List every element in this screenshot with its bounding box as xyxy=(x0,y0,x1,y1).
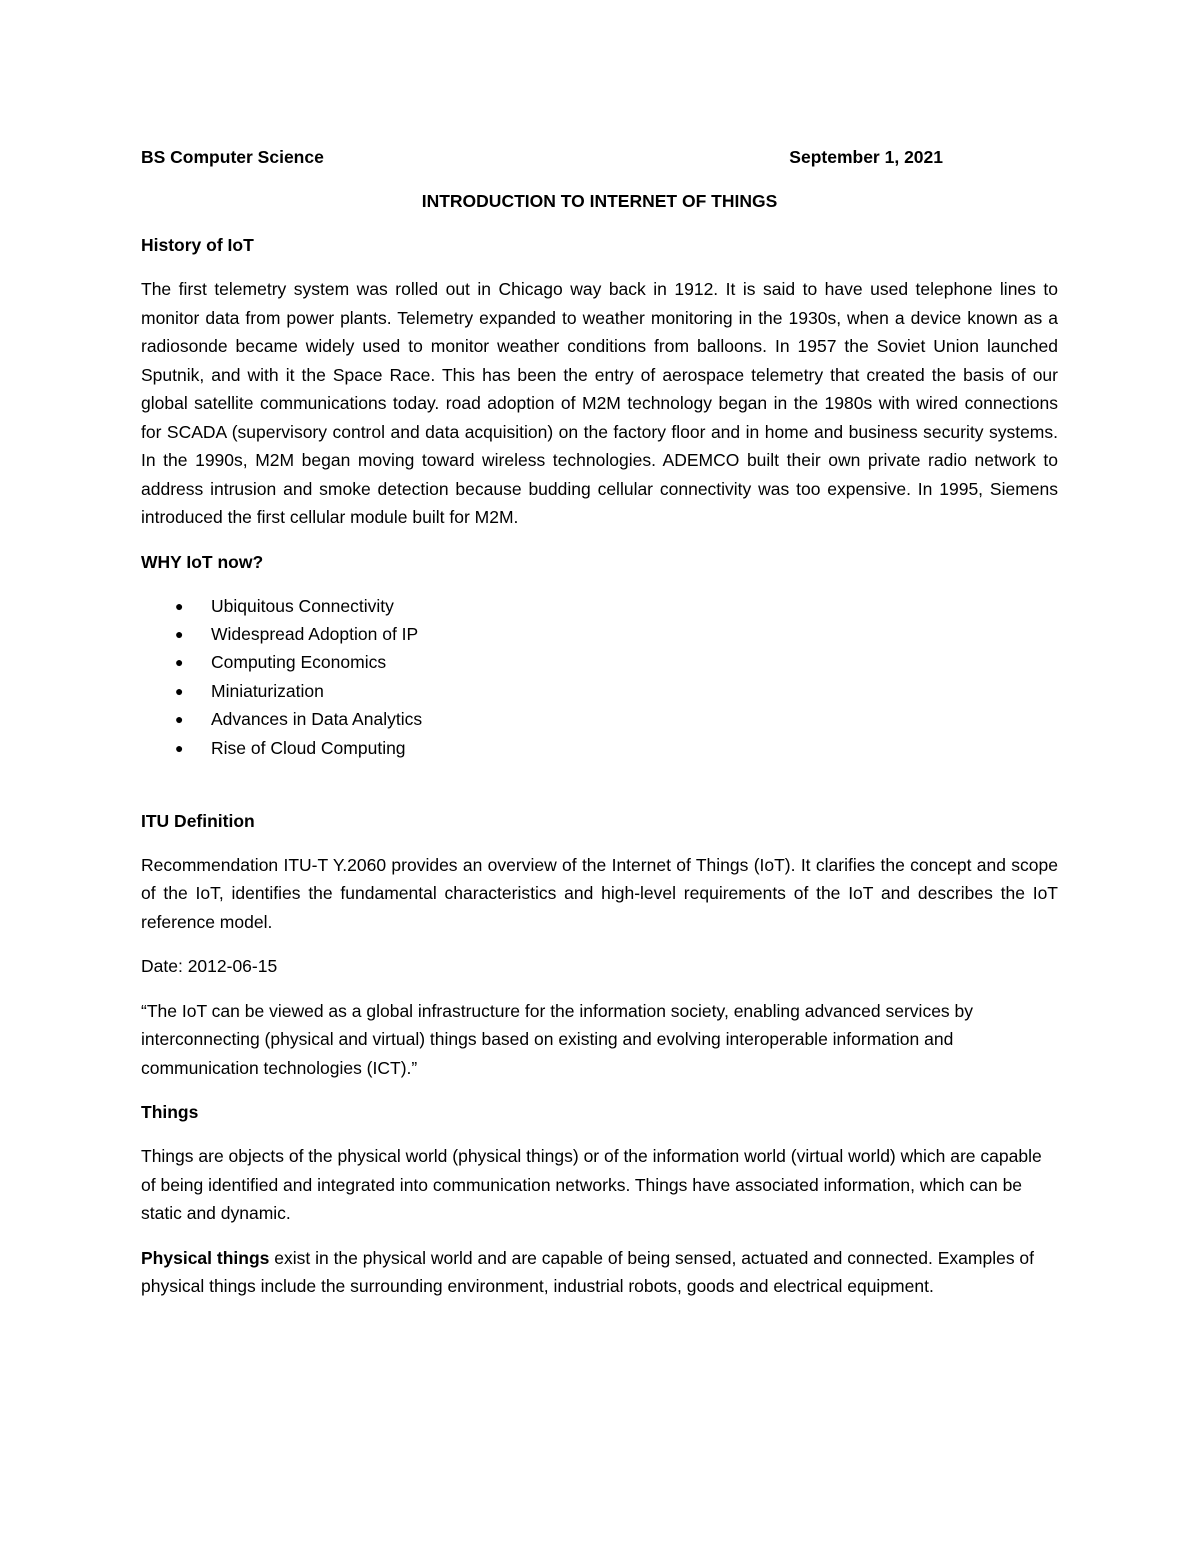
bullet-icon: ● xyxy=(175,597,184,614)
itu-heading: ITU Definition xyxy=(141,810,255,831)
list-item xyxy=(141,648,1058,676)
list-item xyxy=(141,592,1058,620)
document-body xyxy=(141,143,1058,1301)
list-item-text: Computing Economics xyxy=(211,652,387,673)
itu-paragraph: Recommendation ITU-T Y.2060 provides an overview of the Internet of Things (IoT). It clarifies the concept and scope of the IoT, identifies the fundamental characteristics and high-level requirements of the IoT and describes the IoT reference model. xyxy=(141,854,1058,932)
list-item xyxy=(141,705,1058,733)
itu-quote: “The IoT can be viewed as a global infrastructure for the information society, enabling advanced services by interconnecting (physical and virtual) things based on existing and evolving interoperable information and communication technologies (ICT).” xyxy=(141,1000,974,1078)
course-name: BS Computer Science xyxy=(141,147,324,167)
document-header xyxy=(141,143,1058,171)
why-bullet-list xyxy=(141,592,1058,762)
history-heading: History of IoT xyxy=(141,235,254,255)
things-heading: Things xyxy=(141,1102,199,1123)
list-item xyxy=(141,677,1058,705)
list-item xyxy=(141,734,1058,762)
document-date: September 1, 2021 xyxy=(789,147,943,167)
why-heading: WHY IoT now? xyxy=(141,551,264,572)
things-paragraph: Things are objects of the physical world (physical things) or of the information world (virtual world) which are capable of being identified and integrated into communication networks. Things have associated information, which can be static and dynamic. xyxy=(141,1146,1042,1224)
list-item-text: Ubiquitous Connectivity xyxy=(211,595,394,616)
physical-things-text: exist in the physical world and are capable of being sensed, actuated and connected. Examples of physical things include the surrounding environment, industrial robots, goods and electrical equipment. xyxy=(141,1247,1035,1297)
bullet-icon: ● xyxy=(175,711,184,728)
physical-things-term: Physical things xyxy=(141,1247,270,1268)
physical-things-paragraph xyxy=(141,1244,1058,1301)
bullet-icon: ● xyxy=(175,682,184,699)
list-item-text: Widespread Adoption of IP xyxy=(211,623,419,644)
document-title: INTRODUCTION TO INTERNET OF THINGS xyxy=(421,191,778,211)
bullet-icon: ● xyxy=(175,625,184,642)
itu-date: Date: 2012-06-15 xyxy=(141,956,278,977)
list-item-text: Rise of Cloud Computing xyxy=(211,737,406,758)
bullet-icon: ● xyxy=(175,654,184,671)
bullet-icon: ● xyxy=(175,739,184,756)
list-item-text: Miniaturization xyxy=(211,680,324,701)
list-item-text: Advances in Data Analytics xyxy=(211,709,423,730)
list-item xyxy=(141,620,1058,648)
history-paragraph: The first telemetry system was rolled out in Chicago way back in 1912. It is said to have used telephone lines to monitor data from power plants. Telemetry expanded to weather monitoring in the 1930s, when a device known as a radiosonde became widely used to monitor weather conditions from balloons. In 1957 the Soviet Union launched Sputnik, and with it the Space Race. This has been the entry of aerospace telemetry that created the basis of our global satellite communications today. road adoption of M2M technology began in the 1980s with wired connections for SCADA (supervisory control and data acquisition) on the factory floor and in home and business security systems. In the 1990s, M2M began moving toward wireless technologies. ADEMCO built their own private radio network to address intrusion and smoke detection because budding cellular connectivity was too expensive. In 1995, Siemens introduced the first cellular module built for M2M. xyxy=(141,279,1058,527)
